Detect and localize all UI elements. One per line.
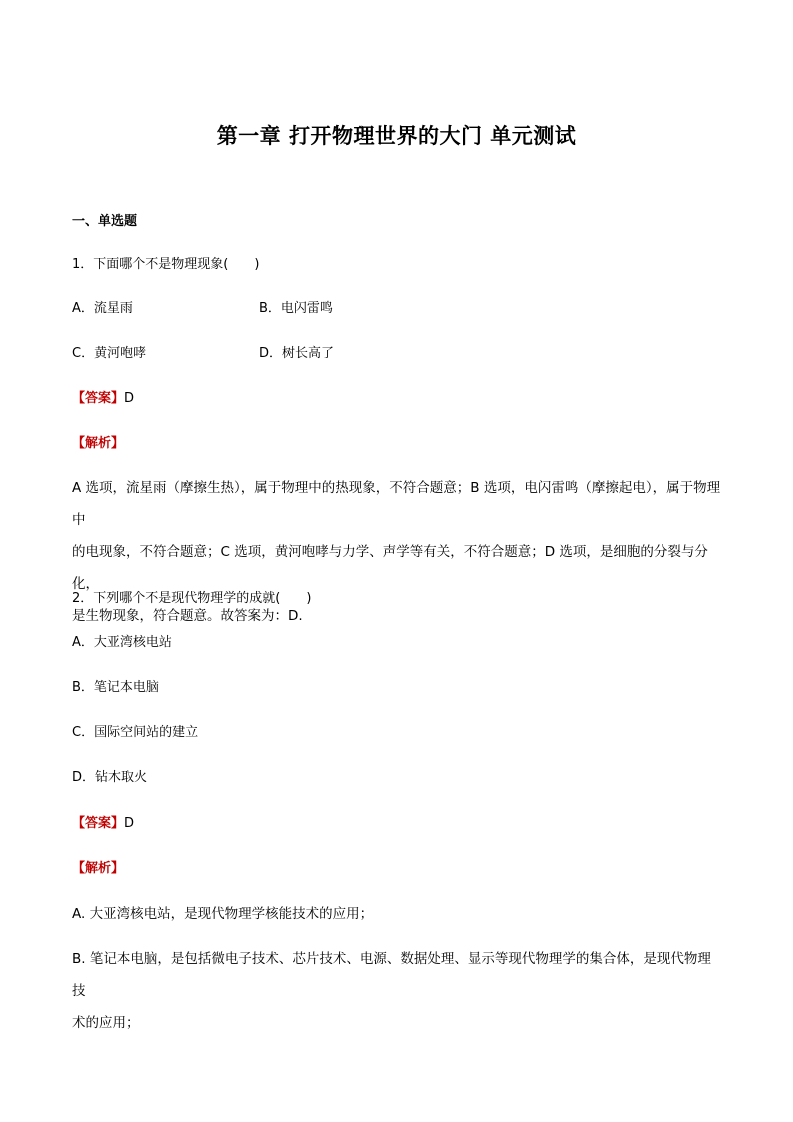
section-heading: 一、单选题 [72,214,138,229]
spacer [72,930,722,943]
answer-label: 【答案】 [72,816,125,831]
question-2-option-a: A．大亚湾核电站 [72,635,172,650]
question-2-option-b: B．笔记本电脑 [72,680,159,695]
question-1-option-c: C．黄河咆哮 [72,346,147,361]
question-2-analysis-label: 【解析】 [72,861,125,876]
question-1-option-b: B．电闪雷鸣 [259,301,333,316]
answer-value: D [124,816,135,831]
question-2-option-c: C．国际空间站的建立 [72,725,199,740]
answer-label: 【答案】 [72,391,125,406]
question-1-analysis [72,472,722,632]
analysis-line: A 选项，流星雨（摩擦生热），属于物理中的热现象，不符合题意；B 选项，电闪雷鸣（摩擦起电），属于物理中 [72,480,721,528]
question-1-stem: 1．下面哪个不是物理现象( ) [72,257,260,272]
question-1-answer [72,390,134,408]
question-2-answer [72,815,134,833]
question-1-analysis-label: 【解析】 [72,436,125,451]
question-2-analysis [72,898,722,1039]
analysis-line: 术的应用； [72,1015,140,1031]
question-2-option-d: D．钻木取火 [72,770,148,785]
question-2-stem: 2．下列哪个不是现代物理学的成就( ) [72,591,312,606]
analysis-line: B. 笔记本电脑，是包括微电子技术、芯片技术、电源、数据处理、显示等现代物理学的集合体，是现代物理技 [72,951,711,999]
page-title: 第一章 打开物理世界的大门 单元测试 [216,123,577,148]
question-1-option-a: A．流星雨 [72,301,133,316]
analysis-line: 是生物现象，符合题意。故答案为：D. [72,608,303,624]
analysis-line: A. 大亚湾核电站，是现代物理学核能技术的应用； [72,906,374,922]
answer-value: D [124,391,135,406]
question-1-option-d: D．树长高了 [259,346,335,361]
analysis-line: 的电现象，不符合题意；C 选项，黄河咆哮与力学、声学等有关，不符合题意；D 选项，是细胞的分裂与分化， [72,544,708,592]
